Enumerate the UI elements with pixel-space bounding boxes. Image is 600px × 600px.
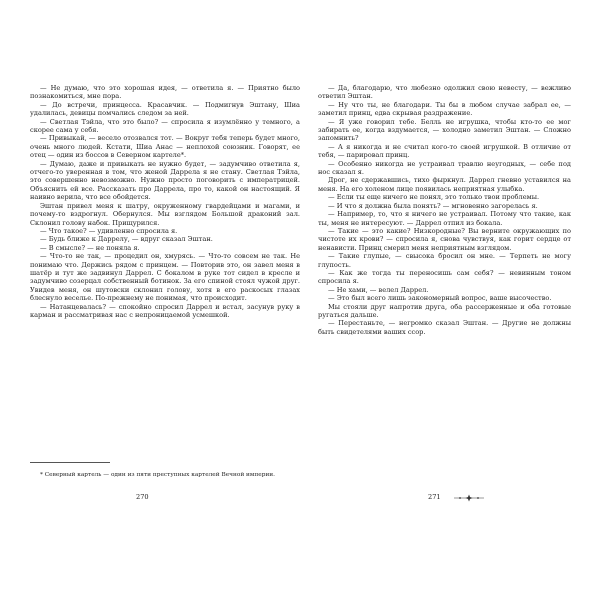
paragraph: — Если ты еще ничего не понял, это только твои проблемы. bbox=[328, 193, 540, 202]
paragraph: Мы стояли друг напротив друга, оба рассерженные и оба готовые ругаться дальше. bbox=[318, 302, 571, 319]
paragraph: — Не думаю, что это хорошая идея, — ответила я. — Приятно было познакомиться, мне пора. bbox=[30, 84, 300, 101]
paragraph: Дрог, не сдержавшись, тихо фыркнул. Даррел гневно уставился на меня. На его холеном лице появилась неприятная улыбка. bbox=[318, 176, 571, 193]
page-number-left: 270 bbox=[136, 493, 149, 501]
paragraph: — Ну что ты, не благодари. Ты бы в любом случае забрал ее, — заметил принц, едва скрывая раздражение. bbox=[318, 100, 571, 118]
paragraph: — Будь ближе к Даррелу, — вдруг сказал Эштан. bbox=[40, 235, 213, 244]
paragraph: — До встречи, принцесса. Красавчик. — Подмигнув Эштану, Шиа удалилась, девицы помчались следом за ней. bbox=[30, 100, 300, 118]
paragraph: — В смысле? — не поняла я. bbox=[40, 243, 140, 252]
left-page-text bbox=[30, 84, 300, 319]
paragraph: — Что-то не так, — процедил он, хмурясь. — Что-то совсем не так. Не понимаю что. Держись рядом с принцем. — Повторив это, он завел меня в шатёр и тут же задвинул Даррел. С бокалом в руке тот сидел в кресле и задумчиво созерцал собственный ботинок. За его спиной стоял чужой друг. Увидев меня, он шутовски склонил голову, хотя в его раскосых глазах блеснуло веселье. По-прежнему не понимая, что происходит. bbox=[30, 252, 300, 303]
paragraph: — И что я должна была понять? — мгновенно загорелась я. bbox=[328, 201, 538, 210]
crescent-moon-icon bbox=[545, 486, 563, 504]
paragraph: — Да, благодарю, что любезно одолжил свою невесту, — вежливо ответил Эштан. bbox=[318, 84, 571, 101]
star-ornament-icon bbox=[454, 494, 484, 502]
paragraph: — Натанцевалась? — спокойно спросил Даррел и встал, засунув руку в карман и рассматривая нас с непроницаемой усмешкой. bbox=[30, 302, 300, 319]
footnote-divider bbox=[30, 462, 110, 463]
page-number-right: 271 bbox=[428, 493, 441, 501]
paragraph: — Как же тогда ты переносишь сам себя? — невинным тоном спросила я. bbox=[318, 268, 571, 286]
left-page bbox=[30, 84, 300, 594]
paragraph: — Светлая Тэйла, что это было? — спросила я изумлённо у темного, а скорее сама у себя. bbox=[30, 117, 300, 135]
paragraph: — Такие глупые, — свысока бросил он мне. — Терпеть не могу глупость. bbox=[318, 252, 571, 269]
right-page-text bbox=[318, 84, 571, 336]
paragraph: — Не хами, — велел Даррел. bbox=[328, 285, 429, 294]
paragraph: Эштан привел меня к шатру, окруженному гвардейцами и магами, и почему-то вздрогнул. Обернулся. Мы взглядом Большой драконий зал. Склонил голову набок. Прищурился. bbox=[30, 201, 300, 227]
paragraph: — Например, то, что я ничего не устраивал. Потому что такие, как ты, меня не интересуют. — Даррел отпил из бокала. bbox=[318, 210, 571, 227]
paragraph: — Думаю, даже и привыкать не нужно будет, — задумчиво ответила я, отчего-то уверенная в том, что женой Даррела я не стану. Светлая Тэйла, это совершенно невозможно. Нужно просто поговорить с императрицей. Объяснить ей все. Рассказать про Даррела, про то, какой он настоящий. Я наивно верила, что все обойдется. bbox=[30, 159, 300, 202]
paragraph: — Такие — это какие? Низкородные? Вы верните окружающих по чистоте их крови? — спросила я, снова чувствуя, как горит сердце от ненависти. Принц смерил меня неприятным взглядом. bbox=[318, 226, 571, 252]
footnote: * Северный картель — один из пяти преступных картелей Вечной империи. bbox=[40, 471, 275, 478]
paragraph: — Привыкай, — весело отозвался тот. — Вокруг тебя теперь будет много, очень много людей. Кстати, Шиа Анас — неплохой союзник. Говорят, ее отец — один из боссов в Северном картеле*. bbox=[30, 134, 300, 160]
paragraph: — Что такое? — удивленно спросила я. bbox=[40, 226, 178, 235]
paragraph: — Перестаньте, — негромко сказал Эштан. — Другие не должны быть свидетелями ваших ссор. bbox=[318, 319, 571, 336]
paragraph: — А я никогда и не считал кого-то своей игрушкой. В отличие от тебя, — парировал принц. bbox=[318, 142, 571, 160]
paragraph: — Я уже говорил тебе. Белль не игрушка, чтобы кто-то ее мог забирать ее, когда вздумается, — холодно заметил Эштан. — Сложно запомнить? bbox=[318, 117, 571, 143]
right-page bbox=[318, 84, 571, 594]
paragraph: — Это был всего лишь закономерный вопрос, ваше высочество. bbox=[328, 294, 552, 303]
paragraph: — Особенно никогда не устраивал травлю неугодных, — себе под нос сказал я. bbox=[318, 159, 571, 177]
